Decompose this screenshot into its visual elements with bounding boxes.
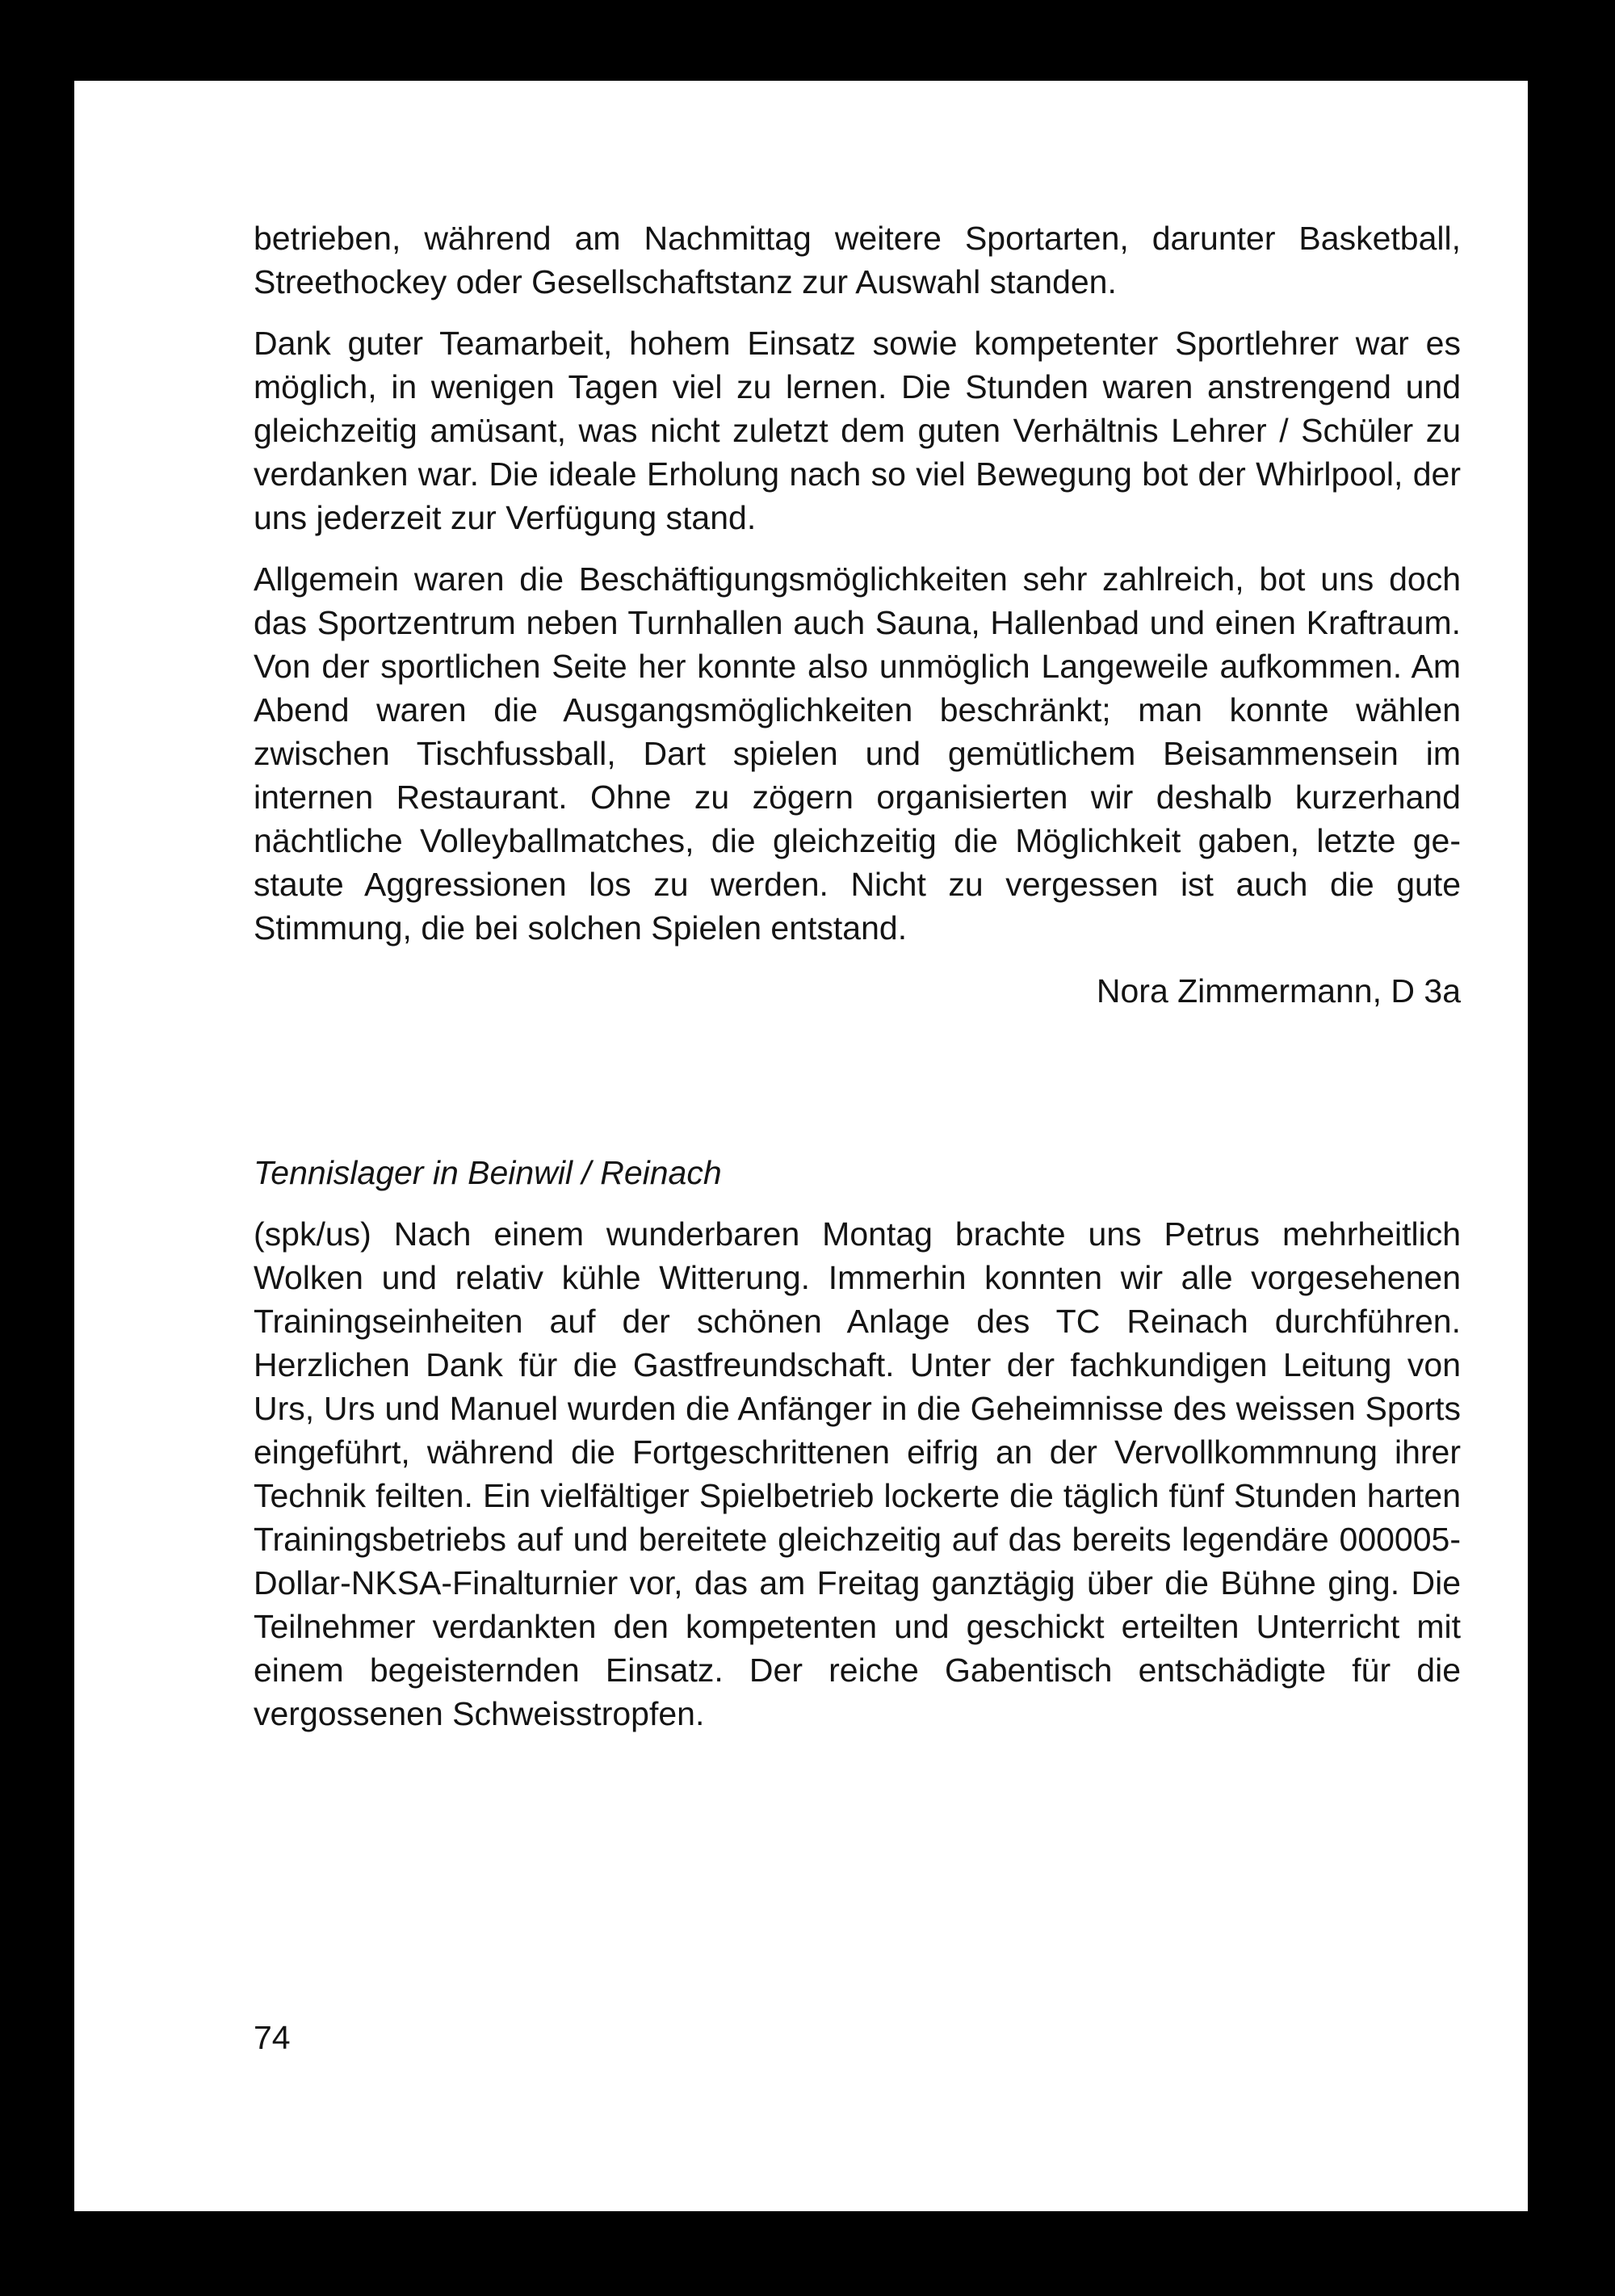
paragraph-tennis-camp: (spk/us) Nach einem wunderbaren Montag brachte uns Petrus mehrheitlich Wolken und relativ kühle Witterung. Immerhin konnten wir alle vorgesehenen Trainingseinheiten auf der schönen Anlage des TC Reinach durchführen. Herzlichen Dank für die Gastfreundschaft. Unter der fachkundigen Leitung von Urs, Urs und Manuel wurden die Anfänger in die Geheimnisse des weissen Sports eingeführt, während die Fortgeschrittenen eifrig an der Vervollkommnung ihrer Technik feilten. Ein vielfältiger Spielbetrieb lockerte die täglich fünf Stunden harten Trainingsbetriebs auf und bereitete gleichzeitig auf das bereits legendäre 000005-Dollar-NKSA-Finalturnier vor, das am Freitag ganztägig über die Bühne ging. Die Teilnehmer verdankten den kompetenten und geschickt erteilten Unterricht mit einem begeisternden Einsatz. Der reiche Gabentisch entschädigte für die vergossenen Schweisstropfen. bbox=[254, 1215, 1461, 1732]
author-signature: Nora Zimmermann, D 3a bbox=[1096, 972, 1461, 1009]
paragraph-teamwork: Dank guter Teamarbeit, hohem Einsatz sowie kompetenter Sportlehrer war es möglich, in wenigen Tagen viel zu lernen. Die Stunden waren anstrengend und gleichzeitig amüsant, was nicht zuletzt dem guten Verhältnis Lehrer / Schüler zu verdanken war. Die ideale Erholung nach so viel Bewegung bot der Whirlpool, der uns jederzeit zur Verfügung stand. bbox=[254, 325, 1461, 536]
paragraph-sports-afternoon: betrieben, während am Nachmittag weitere Sportarten, darunter Basketball, Streethockey oder Gesellschaftstanz zur Auswahl standen. bbox=[254, 220, 1461, 300]
paragraph-activities: Allgemein waren die Beschäftigungsmöglichkeiten sehr zahlreich, bot uns doch das Sportzentrum neben Turnhallen auch Sauna, Hallenbad und einen Kraftraum. Von der sportlichen Seite her konnte also unmöglich Langeweile aufkommen. Am Abend waren die Ausgangsmöglichkeiten beschränkt; man konnte wählen zwischen Tischfussball, Dart spielen und gemütlichem Beisammensein im internen Restaurant. Ohne zu zögern organisierten wir deshalb kurzerhand nächtliche Volleyballmatches, die gleichzeitig die Möglichkeit gaben, letzte gestaute Aggressionen los zu werden. Nicht zu vergessen ist auch die gute Stimmung, die bei solchen Spielen entstand. bbox=[254, 560, 1461, 947]
document-page bbox=[74, 81, 1528, 2211]
page-number: 74 bbox=[254, 2019, 291, 2056]
page-content bbox=[254, 216, 1461, 1753]
article-heading: Tennislager in Beinwil / Reinach bbox=[254, 1154, 722, 1191]
